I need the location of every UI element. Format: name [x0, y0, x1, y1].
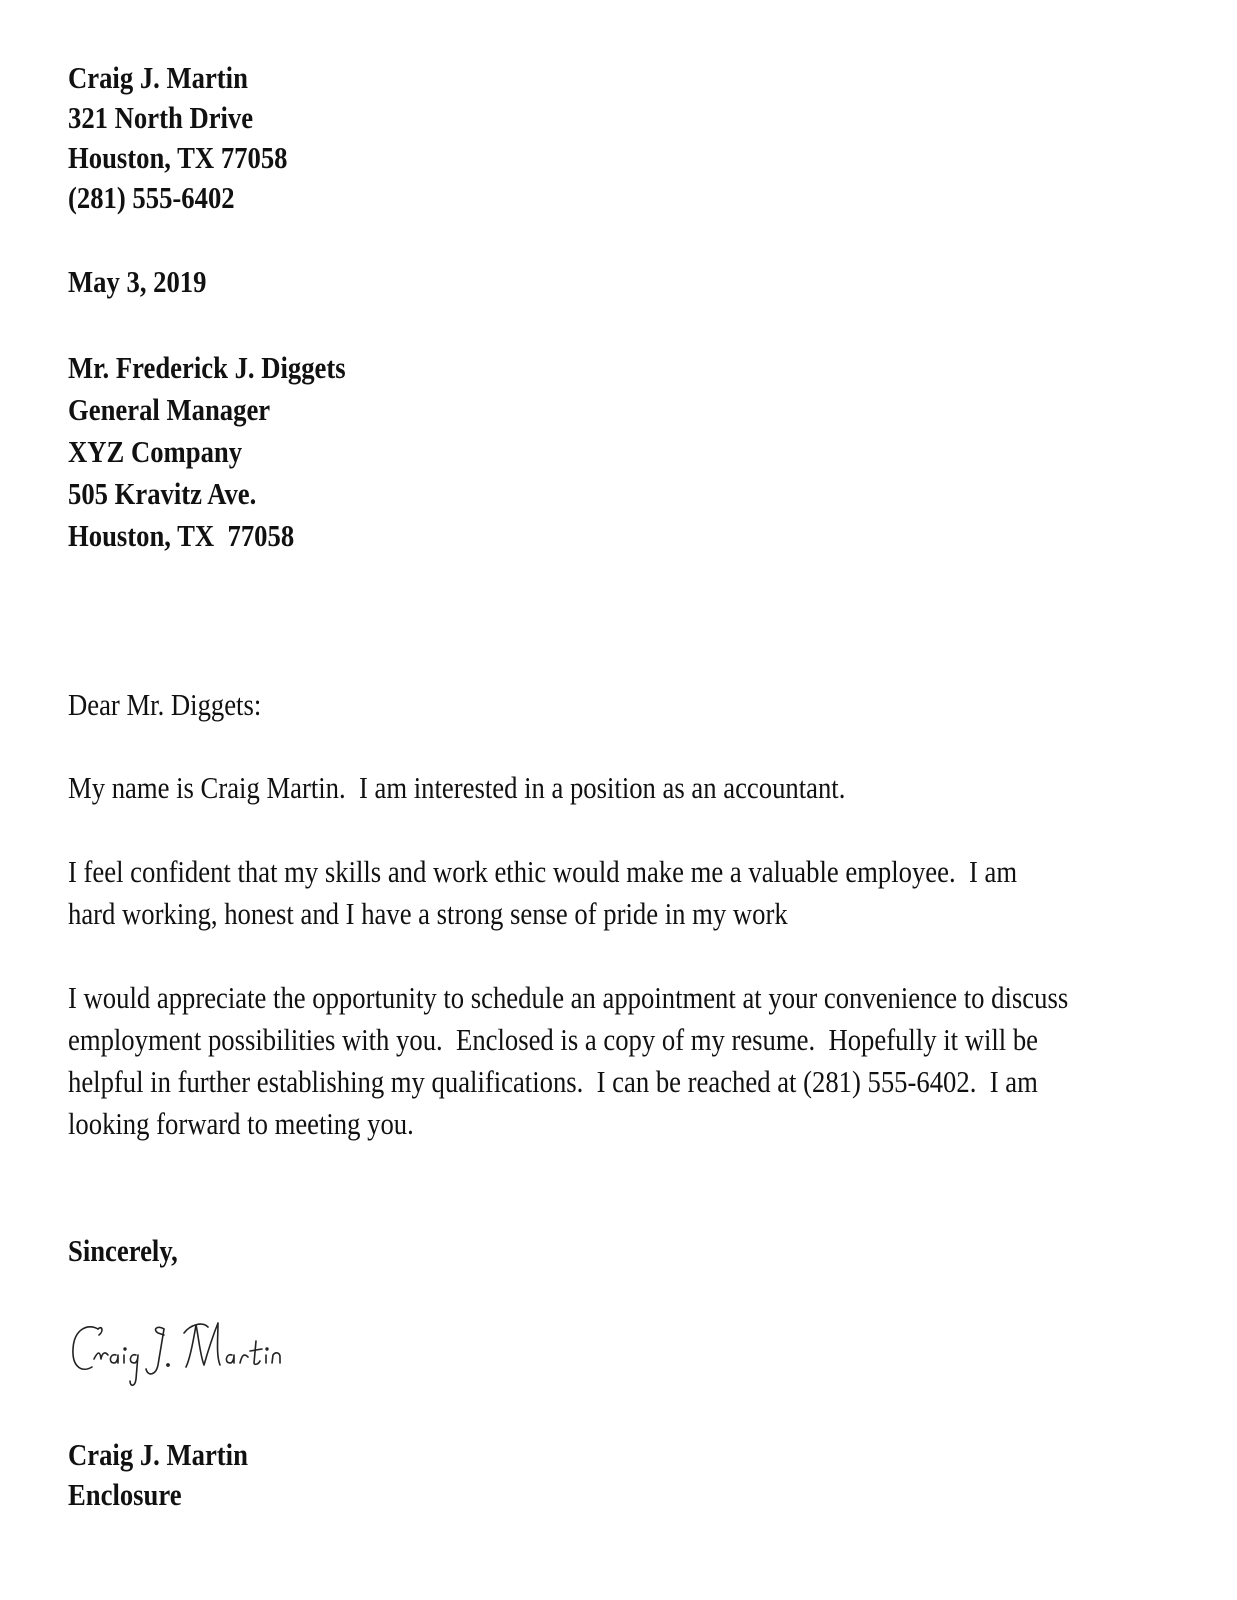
recipient-address	[68, 347, 391, 557]
recipient-street: 505 Kravitz Ave.	[68, 476, 257, 511]
sender-street: 321 North Drive	[68, 100, 254, 135]
paragraph-2	[68, 851, 1172, 935]
signer-block	[68, 1435, 277, 1515]
sender-address	[68, 58, 323, 218]
letter-date: May 3, 2019	[68, 264, 207, 299]
closing-block	[68, 1231, 196, 1271]
paragraph-line: I feel confident that my skills and work ethic would make me a valuable employee. I am	[68, 854, 1018, 889]
paragraph-3	[68, 977, 1231, 1145]
signature-graphic	[68, 1315, 298, 1395]
enclosure-note: Enclosure	[68, 1477, 182, 1512]
signer-name: Craig J. Martin	[68, 1437, 248, 1472]
salutation-block	[68, 684, 293, 726]
recipient-company: XYZ Company	[68, 434, 243, 469]
paragraph-line: looking forward to meeting you.	[68, 1106, 414, 1141]
paragraph-line: helpful in further establishing my qualifications. I can be reached at (281) 555-6402. I am	[68, 1064, 1038, 1099]
sender-city-state-zip: Houston, TX 77058	[68, 140, 288, 175]
sender-name: Craig J. Martin	[68, 60, 248, 95]
recipient-title: General Manager	[68, 392, 271, 427]
paragraph-line: hard working, honest and I have a strong sense of pride in my work	[68, 896, 788, 931]
letter-date-block	[68, 262, 229, 302]
handwritten-signature	[68, 1315, 298, 1400]
sender-phone: (281) 555-6402	[68, 180, 235, 215]
recipient-name: Mr. Frederick J. Diggets	[68, 350, 346, 385]
recipient-city-state-zip: Houston, TX 77058	[68, 518, 295, 553]
paragraph-line: employment possibilities with you. Enclosed is a copy of my resume. Hopefully it will be	[68, 1022, 1038, 1057]
paragraph-line: I would appreciate the opportunity to schedule an appointment at your convenience to discuss	[68, 980, 1069, 1015]
paragraph-line: My name is Craig Martin. I am interested in a position as an accountant.	[68, 770, 846, 805]
salutation: Dear Mr. Diggets:	[68, 687, 262, 722]
closing: Sincerely,	[68, 1233, 178, 1268]
paragraph-1	[68, 767, 972, 809]
